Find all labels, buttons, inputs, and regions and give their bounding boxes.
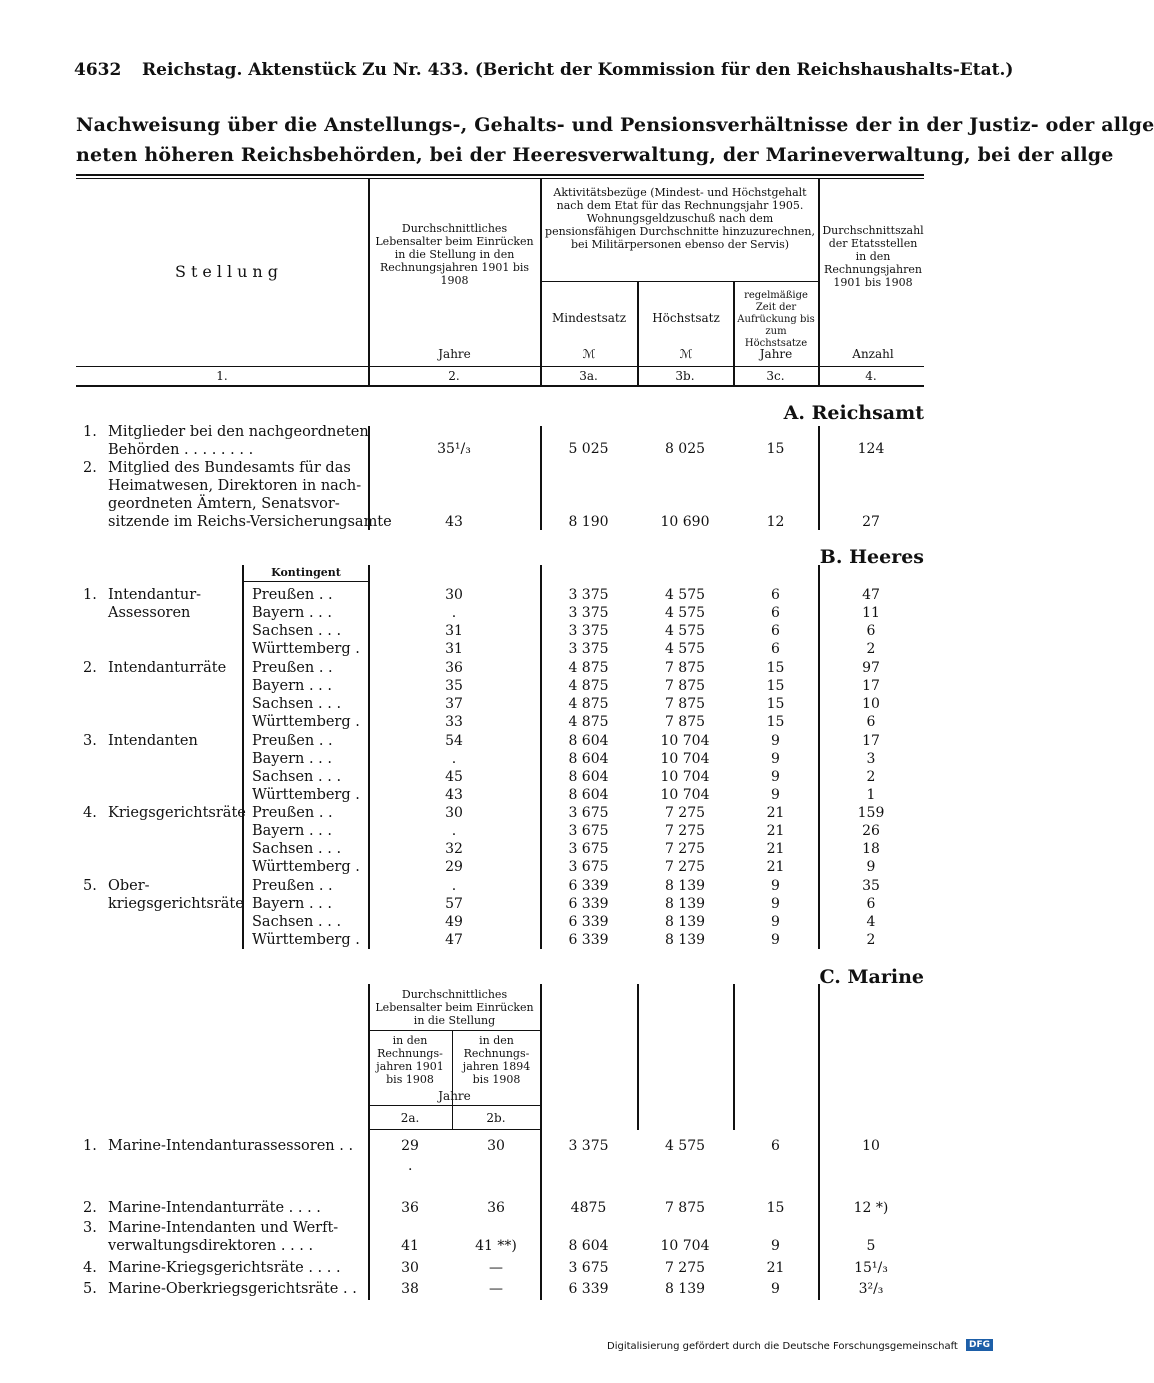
row-label: Marine-Kriegsgerichtsräte . . . . (108, 1260, 341, 1276)
marine-age-header: Durchschnittliches Lebensalter beim Einrücken in die Stellung (375, 988, 534, 1027)
max-value: 7 875 (664, 696, 706, 712)
marine-age-sub-a: in den Rechnungs-jahren 1901 bis 1908 (376, 1034, 444, 1086)
count-value: 2 (866, 769, 876, 785)
count-value: 47 (862, 587, 880, 603)
age-1894-value: 36 (487, 1200, 505, 1216)
min-value: 4875 (570, 1200, 607, 1216)
header-count: Durchschnittszahl der Etatsstellen in den Rechnungsjahren 1901 bis 1908 (822, 224, 924, 289)
min-value: 3 375 (568, 641, 609, 657)
max-value: 7 875 (664, 678, 706, 694)
age-value: 35¹/₃ (437, 441, 471, 457)
col-number-1: 1. (216, 369, 228, 383)
kontingent-name: Bayern . . . (252, 678, 332, 694)
count-value: 12 *) (853, 1200, 889, 1216)
header-regular: regelmäßige Zeit der Aufrückung bis zum Höchstsatze (737, 290, 815, 349)
group-number: 3. (83, 733, 97, 749)
header-min: Mindestsatz (551, 311, 627, 325)
max-value: 4 575 (664, 1138, 706, 1154)
footer-credit: Digitalisierung gefördert durch die Deutsche Forschungsgemeinschaft (607, 1341, 958, 1352)
years-value: 6 (771, 1138, 780, 1154)
col-rule (368, 179, 370, 385)
min-value: 8 604 (568, 769, 609, 785)
age-value: 43 (445, 787, 463, 803)
group-label: Kriegsgerichtsräte (108, 805, 246, 821)
age-value: 54 (445, 733, 463, 749)
max-value: 8 139 (664, 896, 706, 912)
count-value: 18 (862, 841, 880, 857)
years-value: 21 (766, 805, 785, 821)
body-rule (733, 984, 735, 1130)
max-value: 10 704 (660, 769, 710, 785)
age-value: 37 (445, 696, 463, 712)
col-number-3c: 3c. (766, 369, 785, 383)
min-value: 4 875 (568, 660, 609, 676)
kontingent-name: Bayern . . . (252, 823, 332, 839)
years-value: 9 (771, 769, 780, 785)
years-value: 9 (771, 932, 780, 948)
kontingent-name: Sachsen . . . (252, 696, 342, 712)
count-value: 4 (866, 914, 876, 930)
kontingent-name: Württemberg . (252, 641, 360, 657)
header-subrule (540, 281, 819, 282)
row-number: 4. (83, 1260, 97, 1276)
age-value: 30 (445, 805, 463, 821)
top-rule (76, 174, 924, 176)
kontingent-name: Preußen . . (252, 660, 333, 676)
age-value: . (451, 751, 457, 767)
min-value: 5 025 (568, 441, 609, 457)
min-value: 6 339 (568, 1281, 609, 1297)
years-value: 21 (766, 841, 785, 857)
age-value: 57 (445, 896, 463, 912)
marine-col-2a: 2a. (400, 1111, 420, 1125)
max-value: 8 139 (664, 1281, 706, 1297)
row-label: sitzende im Reichs-Versicherungsamte (108, 514, 392, 530)
marine-age-unit: Jahre (438, 1089, 471, 1103)
age-value: . (451, 605, 457, 621)
group-number: 4. (83, 805, 97, 821)
min-value: 4 875 (568, 696, 609, 712)
max-value: 4 575 (664, 623, 706, 639)
row-number: 1. (83, 424, 97, 440)
header-mark-min: ℳ (582, 347, 596, 361)
kontingent-name: Sachsen . . . (252, 841, 342, 857)
max-value: 10 690 (660, 514, 710, 530)
col-number-2: 2. (448, 369, 460, 383)
min-value: 3 375 (568, 605, 609, 621)
group-label: Intendantur- (108, 587, 202, 603)
section-b-title: B. Heeres (819, 546, 924, 568)
header-mark-max: ℳ (679, 347, 693, 361)
count-value: 1 (866, 787, 876, 803)
years-value: 21 (766, 1260, 785, 1276)
row-label: Mitglied des Bundesamts für das (108, 460, 351, 476)
group-label: Assessoren (108, 605, 191, 621)
max-value: 7 875 (664, 660, 706, 676)
section-a-title: A. Reichsamt (783, 402, 924, 424)
max-value: 7 275 (664, 1260, 706, 1276)
marine-subrule (368, 1030, 540, 1031)
min-value: 8 604 (568, 787, 609, 803)
years-value: 9 (771, 733, 780, 749)
max-value: 7 275 (664, 859, 706, 875)
count-value: 11 (862, 605, 880, 621)
max-value: 10 704 (660, 787, 710, 803)
age-value: 32 (445, 841, 463, 857)
max-value: 8 139 (664, 914, 706, 930)
years-value: 9 (771, 1238, 780, 1254)
years-value: 6 (771, 641, 780, 657)
count-value: 10 (862, 1138, 880, 1154)
row-label: Marine-Intendanturräte . . . . (108, 1200, 321, 1216)
count-value: 6 (866, 623, 876, 639)
col-number-3b: 3b. (675, 369, 695, 383)
min-value: 6 339 (568, 932, 609, 948)
row-label: Marine-Intendanturassessoren . . (108, 1138, 354, 1154)
header-age: Durchschnittliches Lebensalter beim Einrücken in die Stellung in den Rechnungsjahren 1901 bis 1908 (375, 222, 534, 287)
count-value: 2 (866, 932, 876, 948)
years-value: 15 (766, 1200, 785, 1216)
years-value: 9 (771, 914, 780, 930)
min-value: 4 875 (568, 714, 609, 730)
row-number: 1. (83, 1138, 97, 1154)
marine-col-2b: 2b. (486, 1111, 506, 1125)
min-value: 8 604 (568, 751, 609, 767)
age-1894-value: 41 **) (475, 1238, 517, 1254)
count-value: 6 (866, 714, 876, 730)
kontingent-label: Kontingent (271, 566, 341, 579)
header-years: Jahre (759, 347, 793, 361)
group-number: 2. (83, 660, 97, 676)
top-rule-thin (76, 178, 924, 179)
kontingent-name: Preußen . . (252, 733, 333, 749)
count-value: 15¹/₃ (854, 1260, 888, 1276)
count-value: 35 (862, 878, 880, 894)
row-number: 2. (83, 460, 97, 476)
count-value: 3 (866, 751, 876, 767)
years-value: 6 (771, 587, 780, 603)
col-number-4: 4. (865, 369, 877, 383)
group-label: Intendanturräte (108, 660, 227, 676)
kontingent-name: Preußen . . (252, 878, 333, 894)
count-value: 3²/₃ (858, 1281, 884, 1297)
age-1901-value: 29 (401, 1138, 419, 1154)
years-value: 21 (766, 859, 785, 875)
col-rule (818, 179, 820, 385)
age-value: . (451, 878, 457, 894)
header-max: Höchstsatz (652, 311, 720, 325)
max-value: 10 704 (660, 751, 710, 767)
kontingent-name: Württemberg . (252, 714, 360, 730)
kontingent-name: Bayern . . . (252, 605, 332, 621)
group-number: 1. (83, 587, 97, 603)
age-1894-value: — (489, 1281, 503, 1297)
row-label: Mitglieder bei den nachgeordneten (108, 424, 369, 440)
max-value: 7 275 (664, 805, 706, 821)
header-stellung: Stellung (175, 262, 283, 281)
years-value: 9 (771, 1281, 780, 1297)
row-label: Marine-Intendanten und Werft- (108, 1220, 339, 1236)
min-value: 3 675 (568, 859, 609, 875)
document-title-line-1: Nachweisung über die Anstellungs-, Gehalts- und Pensionsverhältnisse der in der Justiz- oder allge (76, 114, 1154, 136)
years-value: 6 (771, 605, 780, 621)
kontingent-name: Württemberg . (252, 932, 360, 948)
kontingent-name: Sachsen . . . (252, 914, 342, 930)
age-value: 47 (445, 932, 463, 948)
age-value: 30 (445, 587, 463, 603)
count-value: 6 (866, 896, 876, 912)
min-value: 3 675 (568, 841, 609, 857)
min-value: 6 339 (568, 896, 609, 912)
age-value: 43 (445, 514, 463, 530)
row-number: 3. (83, 1220, 97, 1236)
running-title: Reichstag. Aktenstück Zu Nr. 433. (Bericht der Kommission für den Reichshaushalts-Etat.) (142, 60, 1014, 80)
years-value: 12 (766, 514, 785, 530)
kontingent-rule (242, 581, 369, 582)
count-value: 27 (862, 514, 880, 530)
row-label: Behörden . . . . . . . . (108, 442, 254, 458)
row-label: Marine-Oberkriegsgerichtsräte . . (108, 1281, 357, 1297)
row-number: 5. (83, 1281, 97, 1297)
kontingent-name: Bayern . . . (252, 896, 332, 912)
marine-age-sub-b: in den Rechnungs-jahren 1894 bis 1908 (462, 1034, 531, 1086)
min-value: 3 675 (568, 1260, 609, 1276)
age-value: 36 (445, 660, 463, 676)
document-title-line-2: neten höheren Reichsbehörden, bei der Heeresverwaltung, der Marineverwaltung, bei der allge (76, 144, 1114, 166)
max-value: 10 704 (660, 1238, 710, 1254)
age-value: 33 (445, 714, 463, 730)
years-value: 6 (771, 623, 780, 639)
max-value: 8 139 (664, 878, 706, 894)
min-value: 3 675 (568, 823, 609, 839)
count-value: 17 (862, 733, 880, 749)
min-value: 3 375 (568, 623, 609, 639)
row-label: verwaltungsdirektoren . . . . (108, 1238, 314, 1254)
min-value: 6 339 (568, 878, 609, 894)
group-label: kriegsgerichtsräte (108, 896, 244, 912)
row-number: 2. (83, 1200, 97, 1216)
stray-dot: . (408, 1158, 413, 1174)
kontingent-name: Sachsen . . . (252, 623, 342, 639)
max-value: 7 275 (664, 841, 706, 857)
years-value: 9 (771, 751, 780, 767)
body-rule (242, 565, 244, 949)
max-value: 7 875 (664, 1200, 706, 1216)
min-value: 8 604 (568, 1238, 609, 1254)
max-value: 8 139 (664, 932, 706, 948)
years-value: 15 (766, 660, 785, 676)
group-label: Ober- (108, 878, 150, 894)
group-label: Intendanten (108, 733, 198, 749)
max-value: 4 575 (664, 587, 706, 603)
max-value: 7 275 (664, 823, 706, 839)
count-value: 5 (866, 1238, 876, 1254)
count-value: 124 (857, 441, 885, 457)
years-value: 15 (766, 678, 785, 694)
age-value: 49 (445, 914, 463, 930)
age-1894-value: 30 (487, 1138, 505, 1154)
age-1894-value: — (489, 1260, 503, 1276)
min-value: 3 375 (568, 587, 609, 603)
kontingent-name: Württemberg . (252, 787, 360, 803)
row-label: geordneten Ämtern, Senatsvor- (108, 496, 340, 512)
kontingent-name: Sachsen . . . (252, 769, 342, 785)
min-value: 6 339 (568, 914, 609, 930)
group-number: 5. (83, 878, 97, 894)
numrow-bottom (76, 385, 924, 387)
marine-subrule (368, 1105, 540, 1106)
min-value: 8 604 (568, 733, 609, 749)
kontingent-name: Preußen . . (252, 587, 333, 603)
count-value: 10 (862, 696, 880, 712)
marine-subrule (368, 1129, 540, 1130)
age-value: 31 (445, 641, 463, 657)
age-1901-value: 36 (401, 1200, 419, 1216)
min-value: 3 375 (568, 1138, 609, 1154)
kontingent-name: Bayern . . . (252, 751, 332, 767)
min-value: 4 875 (568, 678, 609, 694)
max-value: 8 025 (664, 441, 706, 457)
page-number: 4632 (74, 60, 122, 80)
body-rule (637, 984, 639, 1130)
count-value: 2 (866, 641, 876, 657)
count-value: 97 (862, 660, 880, 676)
years-value: 15 (766, 696, 785, 712)
kontingent-name: Württemberg . (252, 859, 360, 875)
age-value: . (451, 823, 457, 839)
max-value: 4 575 (664, 605, 706, 621)
age-1901-value: 38 (401, 1281, 419, 1297)
row-label: Heimatwesen, Direktoren in nach- (108, 478, 362, 494)
count-value: 17 (862, 678, 880, 694)
header-age-unit: Jahre (438, 347, 471, 361)
years-value: 15 (766, 714, 785, 730)
count-value: 159 (857, 805, 885, 821)
age-value: 35 (445, 678, 463, 694)
max-value: 10 704 (660, 733, 710, 749)
max-value: 7 875 (664, 714, 706, 730)
years-value: 15 (766, 441, 785, 457)
age-1901-value: 30 (401, 1260, 419, 1276)
count-value: 26 (862, 823, 880, 839)
col-number-3a: 3a. (579, 369, 598, 383)
age-1901-value: 41 (401, 1238, 419, 1254)
count-value: 9 (866, 859, 876, 875)
header-count-unit: Anzahl (852, 347, 894, 361)
years-value: 9 (771, 896, 780, 912)
numrow-top (76, 366, 924, 367)
section-c-title: C. Marine (819, 966, 924, 988)
years-value: 21 (766, 823, 785, 839)
kontingent-name: Preußen . . (252, 805, 333, 821)
age-value: 45 (445, 769, 463, 785)
min-value: 3 675 (568, 805, 609, 821)
max-value: 4 575 (664, 641, 706, 657)
age-value: 29 (445, 859, 463, 875)
years-value: 9 (771, 787, 780, 803)
years-value: 9 (771, 878, 780, 894)
age-value: 31 (445, 623, 463, 639)
dfg-logo: DFG (966, 1339, 993, 1351)
header-active-pay: Aktivitätsbezüge (Mindest- und Höchstgehalt nach dem Etat für das Rechnungsjahr 1905. Wohnungsgeldzuschuß nach dem pensionsfähigen Durchschnitte hinzuzurechnen, bei Militärpersonen ebenso der Servis) (545, 186, 815, 251)
min-value: 8 190 (568, 514, 609, 530)
